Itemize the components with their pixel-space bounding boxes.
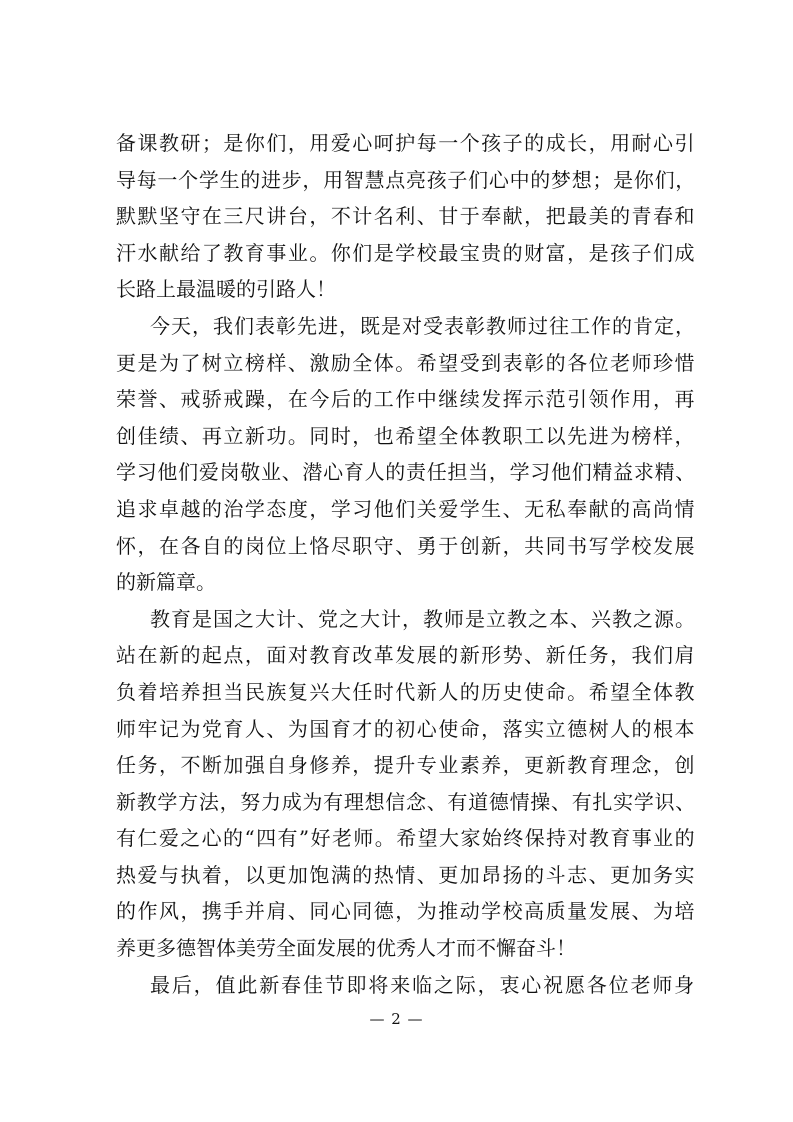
text-line: 默默坚守在三尺讲台，不计名利、甘于奉献，把最美的青春和: [116, 204, 696, 229]
text-line: 更是为了树立榜样、激励全体。希望受到表彰的各位老师珍惜: [116, 350, 696, 375]
text-line: 导每一个学生的进步，用智慧点亮孩子们心中的梦想；是你们，: [116, 167, 696, 192]
text-line: 长路上最温暖的引路人！: [116, 277, 336, 302]
paragraph-first-line: 教育是国之大计、党之大计，教师是立教之本、兴教之源。: [150, 606, 696, 631]
text-line: 师牢记为党育人、为国育才的初心使命，落实立德树人的根本: [116, 716, 696, 741]
text-line: 备课教研；是你们，用爱心呵护每一个孩子的成长，用耐心引: [116, 131, 696, 155]
text-line: 任务，不断加强自身修养，提升专业素养，更新教育理念，创: [116, 753, 696, 778]
text-line: 新教学方法，努力成为有理想信念、有道德情操、有扎实学识、: [116, 789, 696, 814]
text-line: 学习他们爱岗敬业、潜心育人的责任担当，学习他们精益求精、: [116, 460, 696, 485]
page-number: — 2 —: [369, 1010, 424, 1028]
text-line: 追求卓越的治学态度，学习他们关爱学生、无私奉献的高尚情: [116, 496, 696, 521]
text-line: 荣誉、戒骄戒躁，在今后的工作中继续发挥示范引领作用，再: [116, 387, 696, 412]
text-line: 站在新的起点，面对教育改革发展的新形势、新任务，我们肩: [116, 643, 696, 668]
body-text: [116, 125, 696, 1003]
text-line: 有仁爱之心的“四有”好老师。希望大家始终保持对教育事业的: [116, 826, 696, 851]
text-line: 创佳绩、再立新功。同时，也希望全体教职工以先进为榜样，: [116, 423, 696, 448]
text-line: 的新篇章。: [116, 570, 216, 595]
text-line: 负着培养担当民族复兴大任时代新人的历史使命。希望全体教: [116, 679, 696, 704]
text-line: 的作风，携手并肩、同心同德，为推动学校高质量发展、为培: [116, 899, 696, 924]
paragraph-first-line: 今天，我们表彰先进，既是对受表彰教师过往工作的肯定，: [150, 313, 696, 338]
text-line: 养更多德智体美劳全面发展的优秀人才而不懈奋斗！: [116, 936, 576, 961]
text-line: 汗水献给了教育事业。你们是学校最宝贵的财富，是孩子们成: [116, 240, 696, 265]
paragraph-first-line: 最后，值此新春佳节即将来临之际，衷心祝愿各位老师身: [150, 972, 696, 997]
text-line: 热爱与执着，以更加饱满的热情、更加昂扬的斗志、更加务实: [116, 862, 696, 887]
text-line: 怀，在各自的岗位上恪尽职守、勇于创新，共同书写学校发展: [116, 533, 696, 558]
